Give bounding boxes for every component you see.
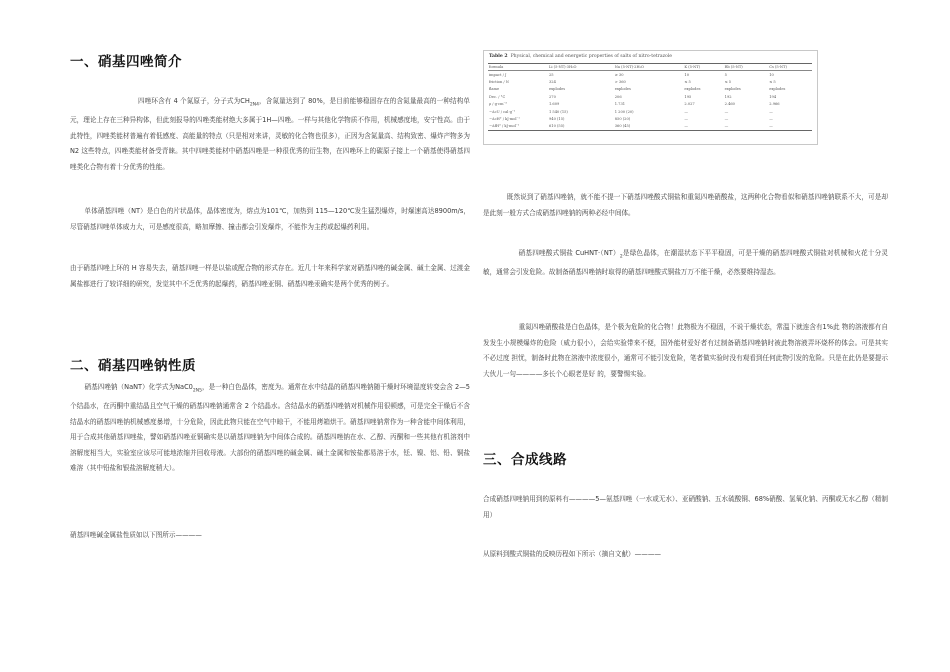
section2-p1-b: ，是一种白色晶体，密度为。通常在水中结晶的硝基四唑钠随干燥时环境湿度转变会含 2—5 个结晶水，在丙酮中重结晶且空气干燥的硝基四唑钠通常含 2 个结晶水。含结晶水的硝基四唑钠对机械作用很顿感，可是完全干燥后不含结晶水的硝基四唑钠机械感度暴增，十分危险，因此此物只能在空气中晾干，不能用烤箱烘干。硝基四唑钠常作为一种含能中间体利用，用于合成其他硝基四唑盐，譬如硝基四唑亚铜确实是以硝基四唑钠为中间体合成的。硝基四唑钠在水、乙醇、丙酮和一些其他有机溶剂中溶解度相当大，实验室应该尽可能地浓缩并回收母液。大部份的硝基四唑的碱金属、碱土金属和铵盐都易溶于水，铥、镍、铝、铅、铜盐难溶（其中铅盐和银盐溶解度稍大）。 (70, 383, 470, 473)
table-cell: −ΔcU / cal·g⁻¹ (489, 109, 516, 114)
table-cell: flame (489, 87, 500, 92)
section1-p1-a: 四唑环含有 4 个氮原子，分子式为CH (138, 97, 250, 105)
table-cell: > 360 (614, 80, 626, 85)
table-header-cell: K (5-NT) (683, 64, 723, 71)
table-cell: 2.027 (684, 102, 695, 107)
table-row (488, 93, 812, 100)
table-cell: ≤ 5 (684, 80, 691, 85)
table-cell: 1.609 (549, 102, 560, 107)
table-cell: explodes (684, 87, 701, 92)
table-cell: 1.731 (614, 102, 626, 107)
table-cell: — (684, 109, 688, 114)
table-cell: impact / J (489, 72, 507, 77)
table-cell: ρ / g·cm⁻³ (489, 102, 507, 107)
table-cell: — (769, 116, 773, 121)
table-row (488, 78, 812, 85)
table-cell: ≤ 5 (769, 80, 776, 85)
section2-p1-subscript: 2N5 (192, 388, 202, 394)
table-header-row (488, 64, 812, 71)
table-row (488, 71, 812, 79)
table-cell: friction / N (489, 80, 509, 85)
section1-heading: 一、硝基四唑简介 (70, 54, 182, 70)
section2-p1-a: 硝基四唑钠（NaNT）化学式为NaC0 (84, 383, 193, 391)
table-cell: — (724, 109, 729, 114)
table-cell: 850 (20) (614, 116, 631, 121)
table-cell: ≥ 30 (614, 72, 624, 77)
table-cell: 195 (684, 94, 692, 99)
section2-heading: 二、硝基四唑钠性质 (70, 358, 196, 374)
table-cell: 610 (55) (548, 123, 614, 131)
table-cell: 2.966 (769, 102, 780, 107)
table-cell: 1 540 (15) (549, 109, 568, 114)
table-cell: — (683, 123, 723, 131)
table-row (488, 115, 812, 122)
table-cell: 324 (549, 80, 556, 85)
table-row (488, 86, 812, 93)
right-paragraph-3: 重氮四唑硝酸盐是白色晶体，是个极为危险的化合物！此物极为不稳固，不说干燥状态，常温下就连含有1%此 物的溶液都有自发发生小规模爆炸的危险（威力很小），会给实验带来不便，国外能材爱好者有过制备硝基四唑钠时被此物溶液弄坏烧杯的体会。可是其实不必过度 担忧，制备时此物在溶液中浓度很小，通常可不能引发危险，笔者做实验时没有观看到任何此物引发的危险。只是在此仍是要提示大伙儿一句————多长个心眼老是好 的，要警惕实验。 (483, 323, 888, 378)
table-cell: 940 (15) (549, 116, 565, 121)
section2-paragraph-1 (70, 380, 470, 477)
right-paragraph-1: 既然说到了硝基四唑钠，就不能不提一下硝基四唑酸式铜盐和重氮四唑硝酸盐，这两种化合物看似和硝基四唑钠联系不大，可是却是此刻一般方式合成硝基四唑钠的两种必经中间体。 (483, 193, 888, 217)
table-header-cell: Cs (5-NT) (768, 64, 812, 71)
table-caption (489, 54, 672, 59)
table-cell: — (684, 116, 688, 121)
section2-paragraph-2: 硝基四唑碱金属盐性质如以下图所示———— (70, 531, 202, 539)
table-cell: 25 (549, 72, 554, 77)
table-cell: — (768, 123, 812, 131)
table-cell: — (724, 116, 729, 121)
table-cell: 1 200 (20) (614, 109, 634, 114)
table-row (488, 108, 812, 115)
table-cell: 194 (769, 94, 777, 99)
section1-paragraph-2: 单体硝基四唑（NT）是白色的片状晶体，晶体密度为，熔点为101℃，加热到 115—120℃发生猛烈爆炸，时爆速高达8900m/s，尽管硝基四唑单体威力大，可是感度很高，略加摩擦、撞击都会引发爆炸，不能作为主药或起爆药利用。 (70, 207, 470, 231)
table-cell: 10 (684, 72, 689, 77)
properties-table (488, 63, 812, 131)
table-cell: −ΔfH° / kJ·mol⁻¹ (488, 123, 548, 131)
table-cell: 192 (724, 94, 732, 99)
table-cell: 5 (724, 72, 727, 77)
table-cell: — (724, 123, 769, 131)
section1-paragraph-1 (70, 94, 470, 175)
table-row (488, 123, 812, 131)
table-cell: explodes (724, 87, 741, 92)
table-row (488, 101, 812, 108)
table-cell: explodes (769, 87, 786, 92)
table-cell: −ΔcH° / kJ·mol⁻¹ (489, 116, 520, 121)
section1-paragraph-3: 由于硝基四唑上环的 H 容易失去，硝基四唑一样是以盐或配合物的形式存在。近几十年来科学家对硝基四唑的碱金属、碱土金属、过渡金属盐都进行了较详细的研究，发觉其中不乏优秀的起爆药，硝基四唑亚铜、硝基四唑汞确实是两个优秀的例子。 (70, 264, 470, 288)
right-paragraph-2 (483, 246, 888, 281)
table-cell: 10 (769, 72, 774, 77)
table-header-cell: Li (5-NT)·3H₂O (548, 64, 614, 71)
table-cell: Dec. / °C (489, 94, 506, 99)
table-cell: 2.460 (724, 102, 735, 107)
table-cell: — (769, 109, 773, 114)
right-p2-b: 是绿色晶体，在潮湿状态下平平稳固，可是干燥的硝基四唑酸式铜盐对机械和火花十分灵敏，通常会引发危险。故制备硝基四唑钠时取得的硝基四唑酸式铜盐万万不能干燥，必然要维持湿态。 (483, 249, 888, 276)
table-cell: explodes (549, 87, 566, 92)
table-header-cell: formula (488, 64, 548, 71)
table-caption-label: Table 2 (489, 54, 508, 59)
section3-paragraph-2: 从原料到酸式铜盐的反映历程如下所示（摘自文献）———— (483, 550, 662, 558)
right-p2-a: 硝基四唑酸式铜盐 CuHNT·（NT） (518, 249, 620, 257)
table-cell: 360 (45) (614, 123, 684, 131)
section1-p1-subscript: 2N4 (249, 102, 259, 108)
table-header-cell: Na (5-NT)·2H₂O (614, 64, 684, 71)
table-header-cell: Rb (5-NT) (724, 64, 769, 71)
right-p2-subscript: 2 (619, 254, 623, 260)
table-cell: explodes (614, 87, 631, 92)
table-cell: 270 (549, 94, 556, 99)
table-cell: 206 (614, 94, 622, 99)
table-caption-text: Physical, chemical and energetic properties of salts of nitro-tetrazole (510, 54, 672, 59)
section3-heading: 三、合成线路 (483, 452, 567, 468)
section1-p1-b: ，含氮量达到了 80%，是目前能够稳固存在的含氮量最高的一种结构单元，理论上存在三种异构体，但此刻报导的四唑类能材绝大多属于1H—四唑。一样与其他化学物质不作用，机械感度地，安宁性高。由于此特性，四唑类能材普遍有着低感度、高能量的特点（只是相对来讲，灵敏的化合物也很多），正因为含氮量高、结构致密、爆炸产物多为N2 这些特点，四唑类能材备受青睐。其中四唑类能材中硝基四唑是一种很优秀的衍生物，在四唑环上的碳原子接上一个硝基使得硝基四唑类化合物有着十分优秀的性能。 (70, 97, 470, 171)
properties-table-figure (483, 50, 818, 145)
table-cell: ≤ 5 (724, 80, 732, 85)
section3-paragraph-1: 合成硝基四唑钠用到的原料有————5—氨基四唑（一水或无水）、亚硝酸钠、五水硫酸铜、68%硝酸、氢氧化钠、丙酮或无水乙醇（精制用） (483, 495, 888, 519)
